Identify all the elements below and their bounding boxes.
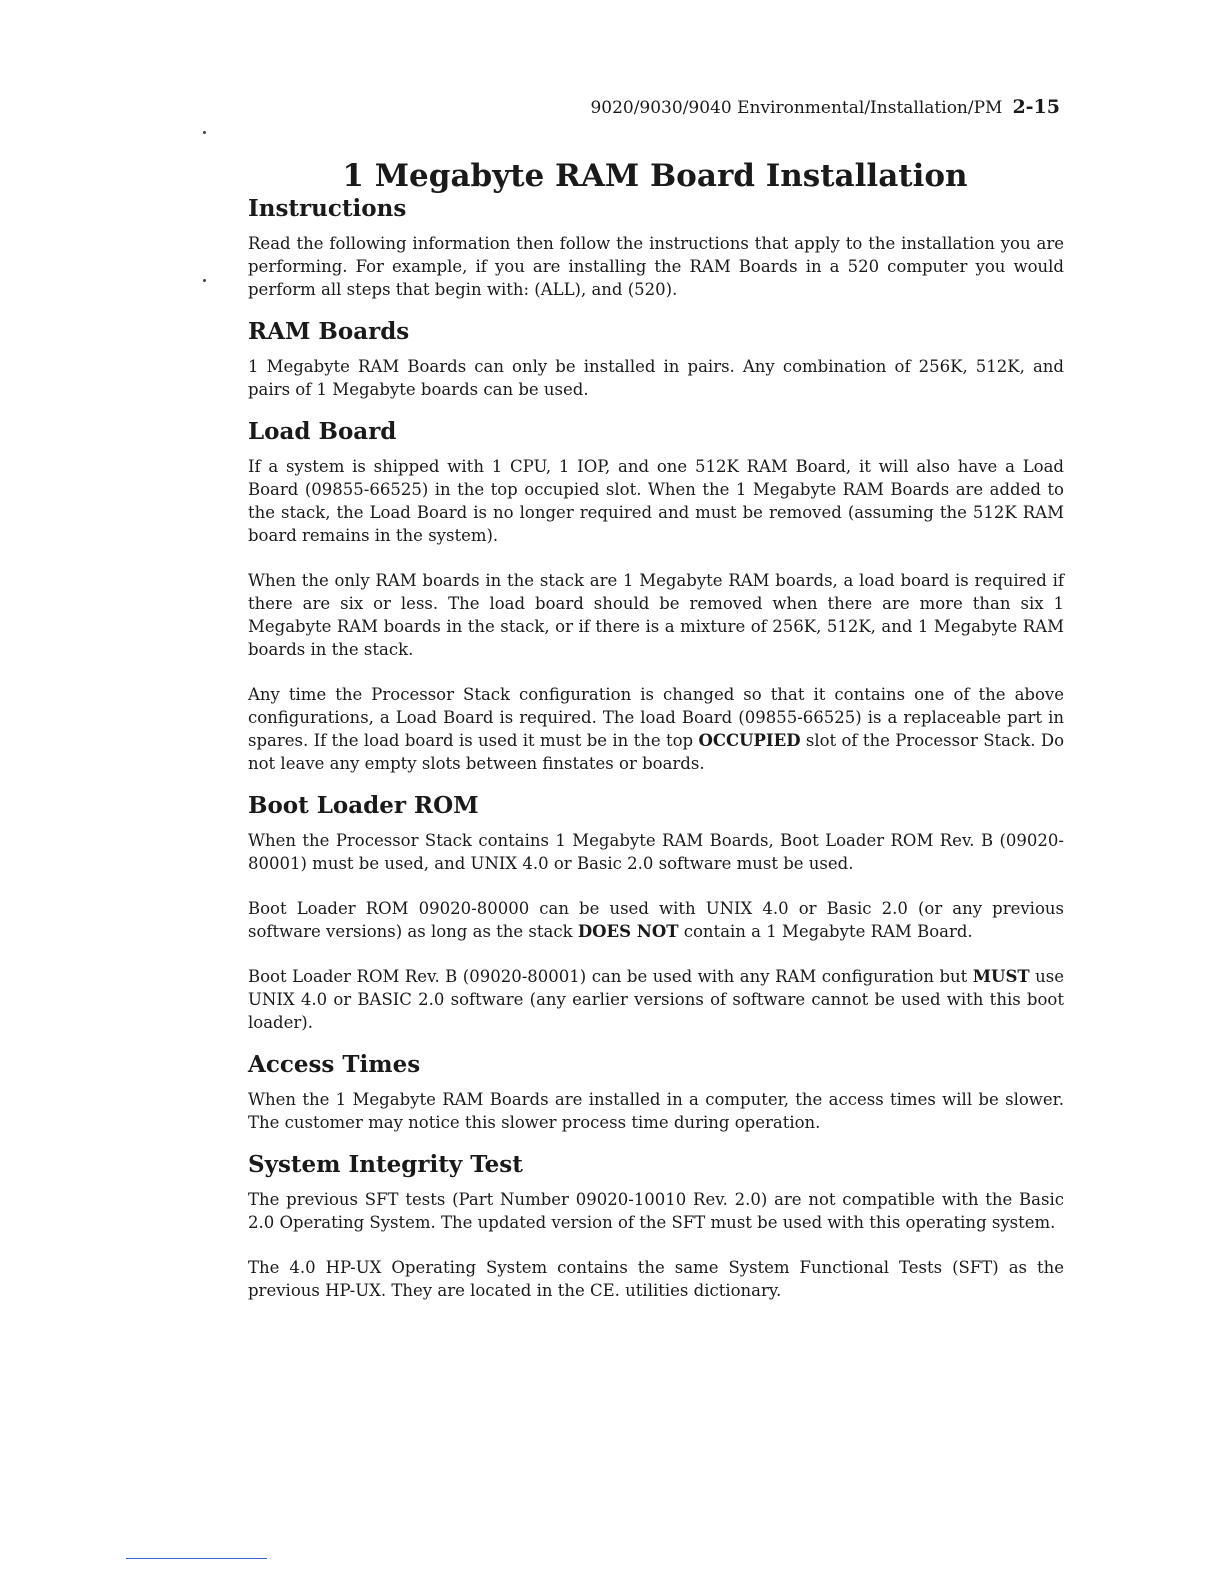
text-run: Boot Loader ROM Rev. B (09020-80001) can be used with any RAM configuration but <box>248 967 973 986</box>
section-heading: RAM Boards <box>248 318 410 345</box>
text-run: Boot Loader ROM 09020-80000 can be used with UNIX 4.0 or Basic 2.0 (or any previous software versions) as long as the stack <box>248 899 1064 941</box>
section-system-integrity-test <box>248 1150 1064 1302</box>
section-access-times <box>248 1050 1064 1134</box>
section-heading: Boot Loader ROM <box>248 792 479 819</box>
document-body <box>248 194 1064 1324</box>
paragraph: When the only RAM boards in the stack are 1 Megabyte RAM boards, a load board is required if there are six or less. The load board should be removed when there are more than six 1 Megabyte RAM boards in the stack, or if there is a mixture of 256K, 512K, and 1 Megabyte RAM boards in the stack. <box>248 571 1064 659</box>
section-heading: Instructions <box>248 195 407 222</box>
text-run: slot of the Processor Stack. Do not leave any empty slots between finstates or boards. <box>248 731 1065 773</box>
section-boot-loader-rom <box>248 791 1064 1034</box>
page-number: 2-15 <box>1012 96 1060 118</box>
paragraph: Read the following information then follow the instructions that apply to the installation you are performing. For example, if you are installing the RAM Boards in a 520 computer you would perform all steps that begin with: (ALL), and (520). <box>248 234 1064 299</box>
paragraph: The previous SFT tests (Part Number 09020-10010 Rev. 2.0) are not compatible with the Basic 2.0 Operating System. The updated version of the SFT must be used with this operating system. <box>248 1190 1064 1232</box>
paragraph: When the Processor Stack contains 1 Megabyte RAM Boards, Boot Loader ROM Rev. B (09020-80001) must be used, and UNIX 4.0 or Basic 2.0 software must be used. <box>248 831 1064 873</box>
paragraph <box>248 965 1064 1034</box>
text-run: use UNIX 4.0 or BASIC 2.0 software (any earlier versions of software cannot be used with this boot loader). <box>248 967 1065 1032</box>
running-header <box>590 96 1060 118</box>
paragraph <box>248 683 1064 775</box>
section-heading: Load Board <box>248 418 397 445</box>
footer-rule <box>126 1558 267 1559</box>
text-run: Any time the Processor Stack configuration is changed so that it contains one of the above configurations, a Load Board is required. The load Board (09855-66525) is a replaceable part in spares. If the load board is used it must be in the top <box>248 685 1064 750</box>
paragraph: When the 1 Megabyte RAM Boards are installed in a computer, the access times will be slower. The customer may notice this slower process time during operation. <box>248 1090 1064 1132</box>
emphasis-must: MUST <box>972 967 1030 986</box>
section-load-board <box>248 417 1064 775</box>
section-ram-boards <box>248 317 1064 401</box>
paragraph: The 4.0 HP-UX Operating System contains the same System Functional Tests (SFT) as the previous HP-UX. They are located in the CE. utilities dictionary. <box>248 1258 1064 1300</box>
section-instructions <box>248 194 1064 301</box>
paragraph <box>248 897 1064 943</box>
scan-speck <box>203 131 206 134</box>
emphasis-occupied: OCCUPIED <box>698 731 801 750</box>
paragraph: If a system is shipped with 1 CPU, 1 IOP, and one 512K RAM Board, it will also have a Load Board (09855-66525) in the top occupied slot. When the 1 Megabyte RAM Boards are added to the stack, the Load Board is no longer required and must be removed (assuming the 512K RAM board remains in the system). <box>248 457 1064 545</box>
running-title: 9020/9030/9040 Environmental/Installation/PM <box>590 98 1003 118</box>
section-heading: System Integrity Test <box>248 1151 523 1178</box>
emphasis-does-not: DOES NOT <box>577 922 679 941</box>
page-title: 1 Megabyte RAM Board Installation <box>342 158 968 194</box>
text-run: contain a 1 Megabyte RAM Board. <box>678 922 973 941</box>
scan-speck <box>203 279 206 282</box>
paragraph: 1 Megabyte RAM Boards can only be installed in pairs. Any combination of 256K, 512K, and pairs of 1 Megabyte boards can be used. <box>248 357 1064 399</box>
section-heading: Access Times <box>248 1051 421 1078</box>
